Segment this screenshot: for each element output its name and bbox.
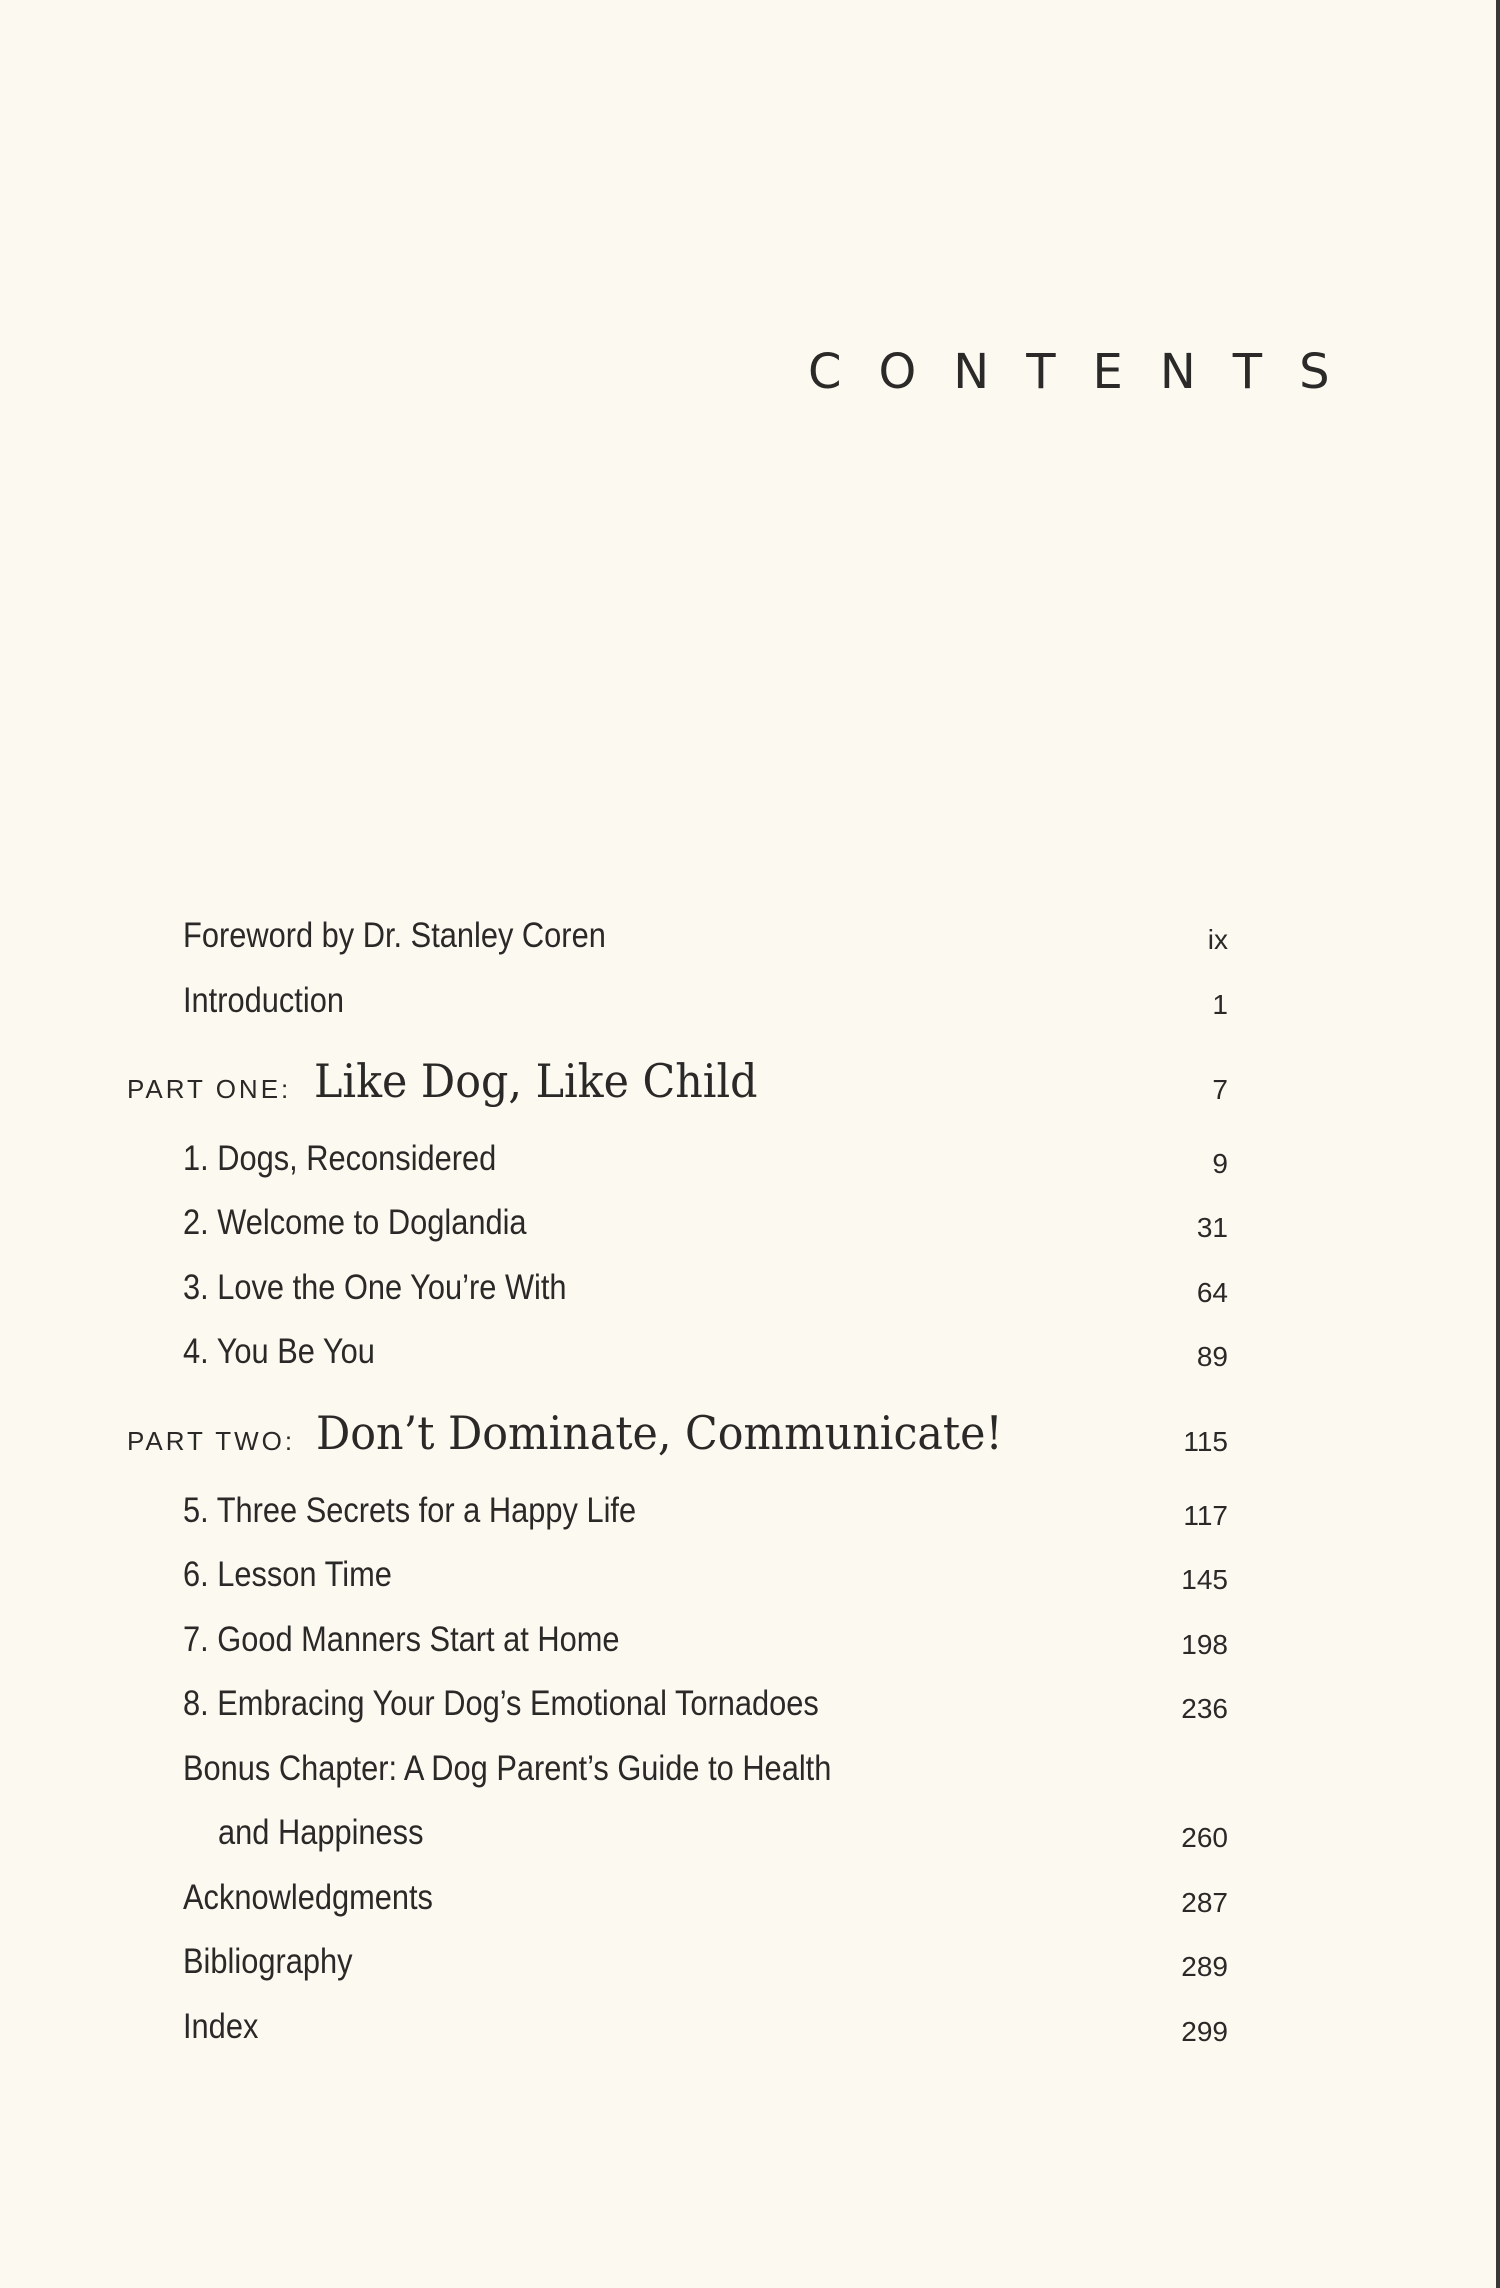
- toc-entry-label: 5. Three Secrets for a Happy Life: [183, 1491, 637, 1530]
- toc-entry-label: 4. You Be You: [183, 1332, 375, 1371]
- toc-entry-page: 287: [1181, 1887, 1228, 1918]
- toc-entry-page: 31: [1196, 1212, 1228, 1243]
- page-title: CONTENTS: [808, 344, 1367, 400]
- toc-entry-page: 299: [1181, 2016, 1228, 2047]
- toc-entry-page: 117: [1183, 1500, 1228, 1531]
- page-edge: [1496, 0, 1500, 2288]
- part-title: Like Dog, Like Child: [314, 1054, 758, 1108]
- toc-entry-label: 2. Welcome to Doglandia: [183, 1203, 527, 1242]
- toc-entry-page: 115: [1183, 1426, 1228, 1457]
- toc-entry-label: 1. Dogs, Reconsidered: [183, 1139, 497, 1178]
- toc-entry-page: 7: [1212, 1074, 1228, 1105]
- part-prefix: PART TWO:: [127, 1426, 296, 1456]
- toc-entry-label: 8. Embracing Your Dog’s Emotional Tornadoes: [183, 1684, 819, 1723]
- toc-entry-label: Acknowledgments: [183, 1878, 433, 1917]
- toc-entry-label: Bibliography: [183, 1942, 353, 1981]
- toc-entry-page: 89: [1196, 1341, 1228, 1372]
- toc-entry-label: Index: [183, 2007, 259, 2046]
- toc-entry-label: and Happiness: [218, 1813, 424, 1852]
- toc-entry-page: 260: [1181, 1822, 1228, 1853]
- toc-entry-page: 64: [1196, 1277, 1228, 1308]
- part-title: Don’t Dominate, Communicate!: [316, 1406, 1003, 1460]
- toc-entry-label: Foreword by Dr. Stanley Coren: [183, 916, 606, 955]
- toc-entry-page: 145: [1181, 1564, 1228, 1595]
- toc-entry-page: 289: [1181, 1951, 1228, 1982]
- toc-entry-label: 3. Love the One You’re With: [183, 1268, 567, 1307]
- toc-entry-page: 198: [1181, 1629, 1228, 1660]
- toc-entry-label: Introduction: [183, 981, 344, 1020]
- toc-entry-page: 236: [1181, 1693, 1228, 1724]
- toc-entry-page: 1: [1212, 989, 1228, 1020]
- toc-entry-label: 6. Lesson Time: [183, 1555, 392, 1594]
- toc-entry-label: 7. Good Manners Start at Home: [183, 1620, 620, 1659]
- toc-entry-page: 9: [1212, 1148, 1228, 1179]
- toc-entry-page: ix: [1207, 924, 1228, 955]
- part-prefix: PART ONE:: [127, 1074, 292, 1104]
- toc-entry-label: Bonus Chapter: A Dog Parent’s Guide to Health: [183, 1749, 832, 1788]
